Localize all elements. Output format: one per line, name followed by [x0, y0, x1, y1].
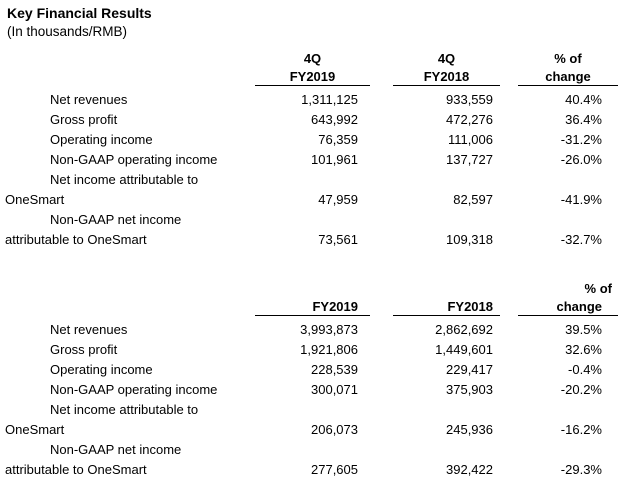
- value-change: -26.0%: [560, 152, 602, 167]
- row-label: Gross profit: [50, 112, 118, 127]
- table-row-non-gaap-net-income: [5, 210, 618, 250]
- row-label: Net revenues: [50, 92, 128, 107]
- row-label: Non-GAAP operating income: [50, 152, 218, 167]
- column-header-fy2019: FY2019: [255, 298, 370, 316]
- column-header-change: change: [518, 68, 618, 86]
- value-fy2019: 47,959: [318, 192, 358, 207]
- column-header-4q-top: 4Q: [437, 51, 456, 66]
- value-fy2019: 3,993,873: [300, 322, 358, 337]
- column-header-fy2019: FY2019: [255, 68, 370, 86]
- value-fy2018: 245,936: [446, 422, 493, 437]
- column-header-pct-of: % of: [584, 281, 612, 296]
- value-change: -0.4%: [568, 362, 602, 377]
- row-label-line2: attributable to OneSmart: [5, 232, 147, 247]
- value-fy2018: 472,276: [446, 112, 493, 127]
- table-header-line1: [5, 280, 618, 298]
- row-label-line1: Net income attributable to: [50, 402, 199, 417]
- value-change: 36.4%: [565, 112, 602, 127]
- table-row-net-income-attributable: [5, 400, 618, 440]
- value-fy2019: 101,961: [311, 152, 358, 167]
- table-row-non-gaap-net-income: [5, 440, 618, 480]
- value-fy2019: 277,605: [311, 462, 358, 477]
- page-title: Key Financial Results: [7, 5, 152, 21]
- table-row-operating-income: [5, 130, 618, 150]
- row-label-line2: attributable to OneSmart: [5, 462, 147, 477]
- value-fy2019: 1,311,125: [301, 92, 358, 107]
- value-change: -16.2%: [560, 422, 602, 437]
- row-label: Operating income: [50, 362, 153, 377]
- value-change: -29.3%: [560, 462, 602, 477]
- value-fy2018: 109,318: [446, 232, 493, 247]
- table-row-non-gaap-operating-income: [5, 150, 618, 170]
- value-fy2019: 1,921,806: [300, 342, 358, 357]
- page-subtitle: (In thousands/RMB): [7, 24, 128, 39]
- row-label: Net revenues: [50, 322, 128, 337]
- value-change: -41.9%: [560, 192, 602, 207]
- column-header-fy2018: FY2018: [393, 68, 500, 86]
- value-fy2018: 229,417: [446, 362, 493, 377]
- value-fy2018: 82,597: [453, 192, 493, 207]
- value-fy2019: 206,073: [311, 422, 358, 437]
- column-header-4q-top: 4Q: [303, 51, 322, 66]
- header-spacer: [5, 298, 255, 316]
- header-spacer: [5, 68, 255, 86]
- table-body: [5, 90, 618, 250]
- value-fy2018: 137,727: [446, 152, 493, 167]
- table-row-gross-profit: [5, 340, 618, 360]
- row-label: Gross profit: [50, 342, 118, 357]
- column-header-change: change: [518, 298, 618, 316]
- value-fy2019: 73,561: [318, 232, 358, 247]
- row-label: Operating income: [50, 132, 153, 147]
- table-row-non-gaap-operating-income: [5, 380, 618, 400]
- row-label-line2: OneSmart: [5, 192, 65, 207]
- table-fourth-quarter: [5, 50, 618, 250]
- value-fy2018: 375,903: [446, 382, 493, 397]
- table-full-year: [5, 280, 618, 480]
- row-label-line1: Net income attributable to: [50, 172, 199, 187]
- column-header-fy2018: FY2018: [393, 298, 500, 316]
- value-change: -31.2%: [560, 132, 602, 147]
- table-row-gross-profit: [5, 110, 618, 130]
- value-fy2018: 1,449,601: [435, 342, 493, 357]
- column-header-pct-of: % of: [554, 51, 582, 66]
- value-fy2019: 76,359: [318, 132, 358, 147]
- header-spacer: [255, 280, 370, 298]
- table-row-net-income-attributable: [5, 170, 618, 210]
- value-change: 40.4%: [565, 92, 602, 107]
- value-change: 32.6%: [565, 342, 602, 357]
- table-header-line2: [5, 298, 618, 316]
- table-body: [5, 320, 618, 480]
- value-fy2019: 300,071: [311, 382, 358, 397]
- header-spacer: [5, 280, 255, 298]
- value-change: 39.5%: [565, 322, 602, 337]
- row-label-line2: OneSmart: [5, 422, 65, 437]
- table-row-net-revenues: [5, 90, 618, 110]
- table-header-line1: [5, 50, 618, 68]
- header-spacer: [393, 280, 500, 298]
- value-change: -32.7%: [560, 232, 602, 247]
- table-row-net-revenues: [5, 320, 618, 340]
- row-label-line1: Non-GAAP net income: [50, 442, 182, 457]
- table-header-line2: [5, 68, 618, 86]
- value-fy2019: 643,992: [311, 112, 358, 127]
- value-fy2018: 2,862,692: [435, 322, 493, 337]
- row-label-line1: Non-GAAP net income: [50, 212, 182, 227]
- row-label: Non-GAAP operating income: [50, 382, 218, 397]
- value-fy2019: 228,539: [311, 362, 358, 377]
- value-fy2018: 392,422: [446, 462, 493, 477]
- value-fy2018: 933,559: [446, 92, 493, 107]
- value-change: -20.2%: [560, 382, 602, 397]
- table-row-operating-income: [5, 360, 618, 380]
- header-spacer: [5, 50, 255, 68]
- value-fy2018: 111,006: [447, 132, 493, 147]
